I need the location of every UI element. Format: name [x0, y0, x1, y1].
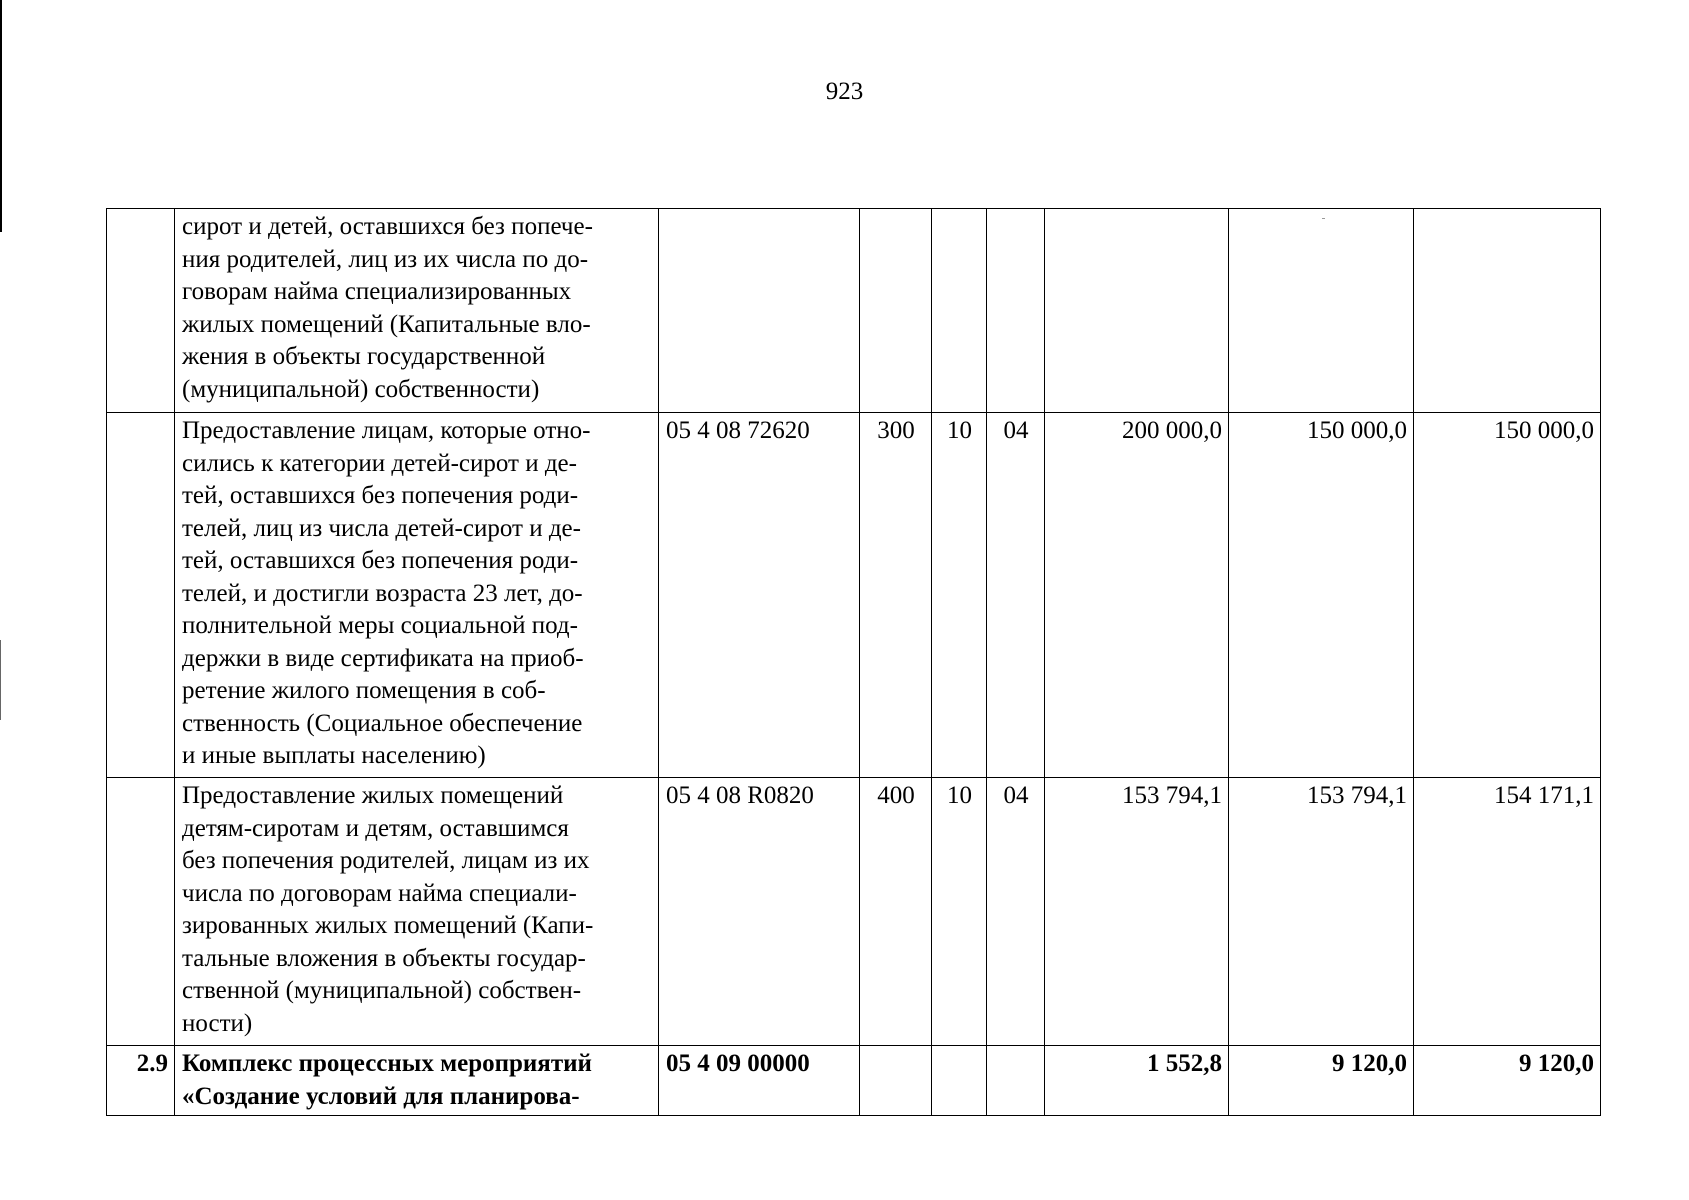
- page-number: 923: [825, 78, 864, 105]
- description-line: жения в объекты государственной: [182, 343, 546, 370]
- description-line: «Создание условий для планирова-: [182, 1082, 580, 1110]
- section-code: 10: [932, 413, 987, 778]
- description-line: жилых помещений (Капитальные вло-: [182, 310, 591, 338]
- expense-type-code: [860, 1046, 932, 1116]
- section-code: [932, 1046, 987, 1116]
- row-number: [107, 209, 175, 413]
- row-description: [175, 1046, 659, 1116]
- table-row: [107, 1046, 1601, 1116]
- description-line: ности): [182, 1009, 253, 1037]
- budget-table: [106, 208, 1601, 1116]
- section-code: 10: [932, 778, 987, 1046]
- description-line: тей, оставшихся без попечения роди-: [182, 547, 579, 574]
- description-line: ственность (Социальное обеспечение: [182, 709, 583, 737]
- row-description: [175, 413, 659, 778]
- amount-year-3: 150 000,0: [1414, 413, 1601, 778]
- description-line: говорам найма специализированных: [182, 278, 572, 305]
- description-line: числа по договорам найма специали-: [182, 879, 577, 907]
- description-line: зированных жилых помещений (Капи-: [182, 912, 594, 939]
- amount-year-2: 150 000,0: [1229, 413, 1414, 778]
- table-row: [107, 413, 1601, 778]
- description-line: Предоставление жилых помещений: [182, 782, 564, 809]
- description-line: телей, лиц из числа детей-сирот и де-: [182, 514, 581, 542]
- description-line: детям-сиротам и детям, оставшимся: [182, 814, 569, 842]
- description-line: полнительной меры социальной под-: [182, 612, 578, 639]
- table-row: [107, 778, 1601, 1046]
- subsection-code: [987, 209, 1045, 413]
- amount-year-3: [1414, 209, 1601, 413]
- amount-year-1: [1045, 209, 1229, 413]
- expense-type-code: 300: [860, 413, 932, 778]
- target-article-code: 05 4 09 00000: [659, 1046, 860, 1116]
- description-line: сирот и детей, оставшихся без попече-: [182, 213, 593, 240]
- description-line: держки в виде сертификата на приоб-: [182, 644, 584, 672]
- target-article-code: 05 4 08 72620: [659, 413, 860, 778]
- amount-year-1: 153 794,1: [1045, 778, 1229, 1046]
- row-description: [175, 778, 659, 1046]
- description-line: и иные выплаты населению): [182, 742, 486, 769]
- description-line: телей, и достигли возраста 23 лет, до-: [182, 579, 583, 607]
- amount-year-2: [1229, 209, 1414, 413]
- description-line: Комплекс процессных мероприятий: [182, 1050, 592, 1077]
- amount-year-3: 9 120,0: [1414, 1046, 1601, 1116]
- section-code: [932, 209, 987, 413]
- description-line: ственной (муниципальной) собствен-: [182, 977, 582, 1004]
- table-row: [107, 209, 1601, 413]
- description-line: (муниципальной) собственности): [182, 375, 540, 403]
- description-line: без попечения родителей, лицам из их: [182, 847, 590, 874]
- amount-year-3: 154 171,1: [1414, 778, 1601, 1046]
- subsection-code: [987, 1046, 1045, 1116]
- table-body: [107, 209, 1601, 1116]
- amount-year-2: 153 794,1: [1229, 778, 1414, 1046]
- subsection-code: 04: [987, 778, 1045, 1046]
- expense-type-code: [860, 209, 932, 413]
- row-number: [107, 778, 175, 1046]
- amount-year-1: 1 552,8: [1045, 1046, 1229, 1116]
- target-article-code: [659, 209, 860, 413]
- row-number: 2.9: [107, 1046, 175, 1116]
- subsection-code: 04: [987, 413, 1045, 778]
- row-description: [175, 209, 659, 413]
- scan-left-edge-line: [0, 0, 2, 232]
- description-line: ния родителей, лиц из их числа по до-: [182, 245, 589, 273]
- description-line: тей, оставшихся без попечения роди-: [182, 482, 579, 509]
- description-line: ретение жилого помещения в соб-: [182, 677, 546, 704]
- scan-edge-mark: [0, 640, 1, 720]
- amount-year-1: 200 000,0: [1045, 413, 1229, 778]
- description-line: сились к категории детей-сирот и де-: [182, 449, 577, 477]
- row-number: [107, 413, 175, 778]
- description-line: тальные вложения в объекты государ-: [182, 944, 586, 972]
- description-line: Предоставление лицам, которые отно-: [182, 417, 591, 444]
- amount-year-2: 9 120,0: [1229, 1046, 1414, 1116]
- expense-type-code: 400: [860, 778, 932, 1046]
- target-article-code: 05 4 08 R0820: [659, 778, 860, 1046]
